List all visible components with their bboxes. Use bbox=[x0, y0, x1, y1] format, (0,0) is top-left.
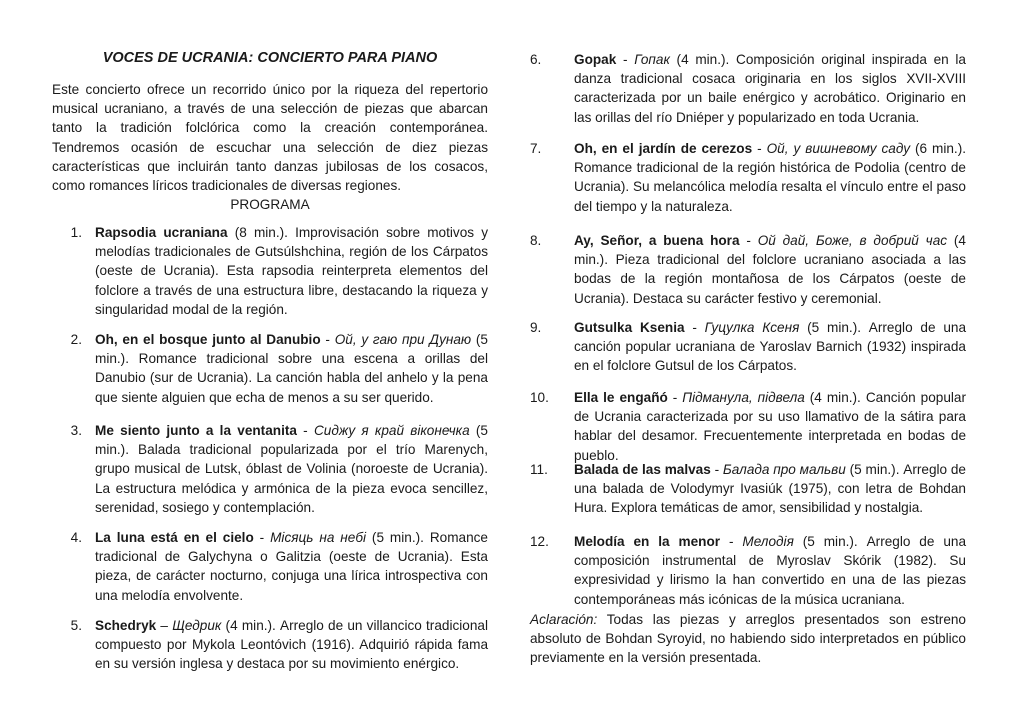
item-description: Composición original inspirada en la danza tradicional cosaca originaria en los siglos XVII-XVIII caracterizada por un baile enérgico y acrobático. Originario en las orillas del río Dniéper y popularizado en toda Ucrania. bbox=[574, 52, 966, 125]
item-title: Melodía en la menor bbox=[574, 534, 721, 549]
item-number: 2. bbox=[70, 332, 82, 347]
item-body bbox=[574, 139, 966, 216]
item-duration: (5 min.). bbox=[95, 423, 488, 458]
item-title: Oh, en el bosque junto al Danubio bbox=[95, 332, 321, 347]
program-heading: PROGRAMA bbox=[230, 197, 310, 212]
item-duration: (6 min.). bbox=[910, 141, 967, 156]
item-description: Arreglo de una balada de Volodymyr Ivasiúk (1975), con letra de Bohdan Hura. Explora temáticas de amor, sensibilidad y nostalgia. bbox=[574, 462, 966, 516]
item-original-title: Ой, у вишневому саду bbox=[766, 141, 911, 156]
item-separator: - bbox=[320, 332, 335, 347]
item-duration: (4 min.). bbox=[221, 618, 276, 633]
item-description: Pieza tradicional del folclore ucraniano asociada a las bodas de la región montañosa de los Cárpatos (oeste de Ucrania). Destaca su carácter festivo y ceremonial. bbox=[574, 252, 966, 306]
item-description: Romance tradicional sobre una escena a orillas del Danubio (sur de Ucrania). La canción habla del anhelo y la pena que siente alguien que echa de menos a su ser querido. bbox=[95, 351, 488, 405]
item-duration: (4 min.). bbox=[574, 233, 966, 268]
item-separator: - bbox=[739, 233, 758, 248]
item-duration: (8 min.). bbox=[227, 225, 288, 240]
item-body bbox=[95, 330, 488, 407]
item-title: Balada de las malvas bbox=[574, 462, 711, 477]
note-text: Todas las piezas y arreglos presentados son estreno absoluto de Bohdan Syroyid, no habiendo sido interpretados en público previamente en la versión presentada. bbox=[530, 612, 966, 666]
item-separator: – bbox=[156, 618, 173, 633]
item-title: Rapsodia ucraniana bbox=[95, 225, 228, 240]
item-duration: (5 min.). bbox=[845, 462, 900, 477]
item-description: Canción popular de Ucrania caracterizada por su uso llamativo de la sátira para hablar del desamor. Frecuentemente interpretada en bodas de pueblo. bbox=[574, 390, 967, 463]
item-title: Ay, Señor, a buena hora bbox=[574, 233, 740, 248]
item-original-title: Щедрик bbox=[172, 618, 222, 633]
note-label: Aclaración: bbox=[530, 612, 598, 627]
item-number: 9. bbox=[530, 320, 542, 335]
intro-paragraph: Este concierto ofrece un recorrido único por la riqueza del repertorio musical ucraniano, a través de una selección de piezas que abarcan tanto la tradición folclórica como la creación contemporánea. Tendremos ocasión de escuchar una selección de diez piezas características que incluirán tanto danzas jubilosas de los cosacos, como romances líricos tradicionales de diversas regiones. bbox=[52, 82, 488, 194]
item-title: La luna está en el cielo bbox=[95, 530, 254, 545]
item-number: 12. bbox=[530, 534, 549, 549]
page-title: VOCES DE UCRANIA: CONCIERTO PARA PIANO bbox=[102, 50, 438, 66]
item-body bbox=[574, 318, 966, 376]
item-number: 1. bbox=[70, 225, 82, 240]
item-number: 7. bbox=[530, 141, 542, 156]
item-body bbox=[95, 421, 488, 517]
item-original-title: Ой, у гаю при Дунаю bbox=[334, 332, 472, 347]
item-original-title: Гуцулка Ксеня bbox=[704, 320, 800, 335]
item-body bbox=[574, 231, 966, 308]
item-duration: (5 min.). bbox=[799, 320, 862, 335]
item-duration: (4 min.). bbox=[804, 390, 861, 405]
item-separator: - bbox=[616, 52, 635, 67]
item-body bbox=[574, 388, 966, 465]
item-description: Balada tradicional popularizada por el trío Marenych, grupo musical de Lutsk, óblast de Volinia (noroeste de Ucrania). La estructura melódica y armónica de la pieza evoca sencillez, serenidad, sosiego y contemplación. bbox=[95, 442, 488, 515]
item-number: 10. bbox=[530, 390, 549, 405]
item-original-title: Ой дай, Боже, в добрий час bbox=[757, 233, 948, 248]
item-description: Arreglo de un villancico tradicional compuesto por Mykola Leontóvich (1916). Adquirió rápida fama en su versión inglesa y destaca por su movimiento enérgico. bbox=[95, 618, 488, 672]
item-original-title: Місяць на небі bbox=[270, 530, 367, 545]
item-duration: (4 min.). bbox=[669, 52, 730, 67]
item-separator: - bbox=[253, 530, 271, 545]
item-body bbox=[574, 50, 966, 127]
clarification-note bbox=[530, 610, 966, 668]
item-title: Gutsulka Ksenia bbox=[574, 320, 685, 335]
item-separator: - bbox=[296, 423, 314, 438]
item-title: Oh, en el jardín de cerezos bbox=[574, 141, 753, 156]
item-title: Schedryk bbox=[95, 618, 157, 633]
item-description: Romance tradicional de Galychyna o Galitzia (oeste de Ucrania). Esta pieza, de carácter nocturno, conjuga una lírica introspectiva con una melodía envolvente. bbox=[95, 530, 488, 603]
item-body bbox=[574, 532, 966, 609]
item-number: 4. bbox=[70, 530, 82, 545]
item-duration: (5 min.). bbox=[366, 530, 424, 545]
item-original-title: Підманула, підвела bbox=[682, 390, 805, 405]
item-title: Me siento junto a la ventanita bbox=[95, 423, 297, 438]
item-separator: - bbox=[684, 320, 705, 335]
item-body bbox=[95, 528, 488, 605]
item-number: 11. bbox=[530, 462, 548, 477]
item-number: 6. bbox=[530, 52, 542, 67]
item-duration: (5 min.). bbox=[793, 534, 858, 549]
item-description: Arreglo de una canción popular ucraniana de Yaroslav Barnich (1932) inspirada en el folclore Gutsul de los Cárpatos. bbox=[574, 320, 966, 374]
item-original-title: Гопак bbox=[634, 52, 670, 67]
item-original-title: Мелодія bbox=[742, 534, 794, 549]
item-title: Gopak bbox=[574, 52, 617, 67]
item-separator: - bbox=[752, 141, 767, 156]
item-description: Improvisación sobre motivos y melodías tradicionales de Gutsúlshchina, región de los Cárpatos (oeste de Ucrania). Esta rapsodia reinterpreta elementos del folclore a través de una estructura libre, destacando la riqueza y singularidad modal de la región. bbox=[95, 225, 489, 317]
item-number: 3. bbox=[70, 423, 82, 438]
item-original-title: Балада про мальви bbox=[722, 462, 846, 477]
item-body bbox=[95, 616, 488, 674]
item-body bbox=[95, 223, 488, 319]
item-separator: - bbox=[667, 390, 683, 405]
item-separator: - bbox=[710, 462, 723, 477]
item-original-title: Сиджу я край віконечка bbox=[313, 423, 470, 438]
item-description: Romance tradicional de la región histórica de Podolia (centro de Ucrania). Su melancólica melodía resalta el vínculo entre el paso del tiempo y la naturaleza. bbox=[574, 160, 966, 214]
item-number: 8. bbox=[530, 233, 542, 248]
item-separator: - bbox=[720, 534, 743, 549]
item-duration: (5 min.). bbox=[95, 332, 488, 367]
item-description: Arreglo de una composición instrumental de Myroslav Skórik (1982). Su expresividad y lirismo la han convertido en una de las piezas contemporáneas más icónicas de la música ucraniana. bbox=[574, 534, 967, 607]
item-title: Ella le engañó bbox=[574, 390, 668, 405]
item-body bbox=[574, 460, 966, 518]
item-number: 5. bbox=[70, 618, 82, 633]
